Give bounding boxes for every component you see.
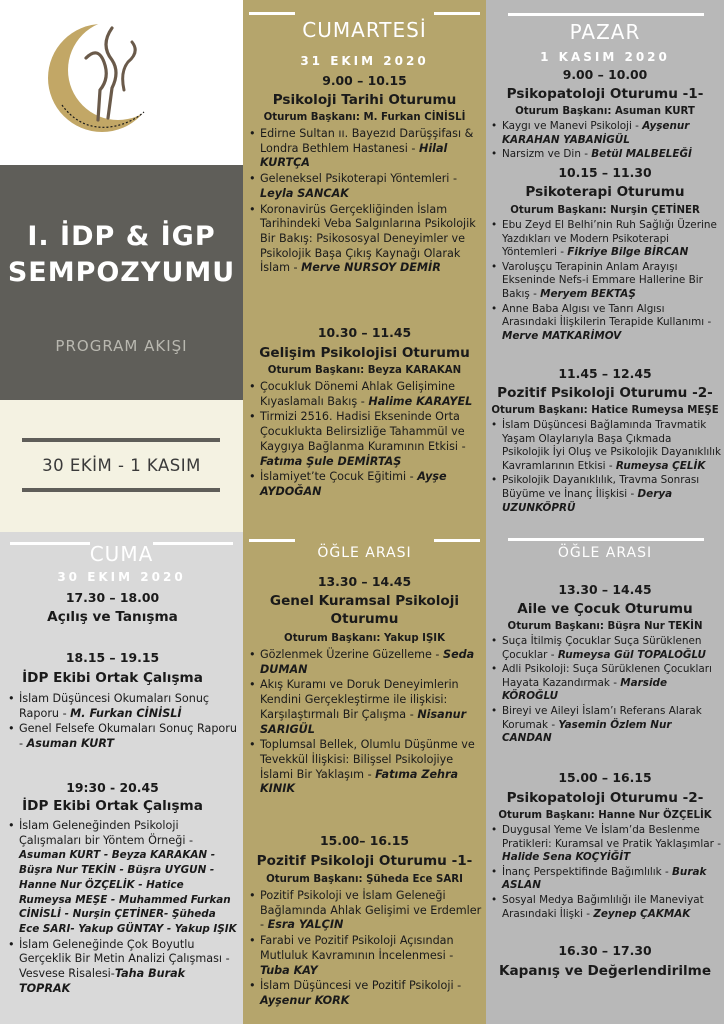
sunday-s2-time: 10.15 – 11.30	[558, 165, 652, 180]
saturday-s3-title-1: Genel Kuramsal Psikoloji	[269, 593, 460, 609]
sunday-s4-chair: Oturum Başkanı: Büşra Nur TEKİN	[507, 621, 703, 632]
saturday-header-line-left	[249, 12, 295, 15]
sunday-break-line	[508, 538, 704, 541]
friday-date: 30 EKIM 2020	[57, 570, 186, 584]
saturday-s1-title: Psikoloji Tarihi Oturumu	[272, 92, 457, 108]
crescent-logo	[0, 0, 243, 165]
saturday-header-line-right	[434, 12, 480, 15]
list-item: • Narsizm ve Din - Betül MALBELEĞİ	[490, 148, 722, 162]
saturday-panel	[243, 0, 486, 1024]
list-item: • Gözlenmek Üzerine Güzelleme - Seda DUMAN	[248, 648, 484, 677]
list-item: • Genel Felsefe Okumaları Sonuç Raporu - Asuman KURT	[7, 722, 237, 751]
saturday-break-line-right	[434, 539, 480, 542]
list-item: • Varoluşçu Terapinin Anlam Arayışı Ekseninde Nefs-i Emmare Hallerine Bir Bakış - Meryem BEKTAŞ	[490, 261, 722, 302]
list-item: • Kaygı ve Manevi Psikoloji - Ayşenur KARAHAN YABANİGÜL	[490, 120, 722, 147]
list-item: • İslam Geleneğinde Çok Boyutlu Gerçeklik Bir Metin Analizi Çalışması - Vesvese Risalesi-Taha Burak TOPRAK	[7, 938, 237, 997]
list-item: • Psikolojik Dayanıklılık, Travma Sonrası Büyüme ve İnanç İlişkisi - Derya UZUNKÖPRÜ	[490, 474, 722, 515]
saturday-s4-chair: Oturum Başkanı: Şüheda Ece SARI	[266, 874, 463, 885]
list-item: • Edirne Sultan ıı. Bayezıd Darüşşifası & Londra Bethlem Hastanesi - Hilal KURTÇA	[248, 127, 484, 171]
saturday-s3-title-2: Oturumu	[330, 611, 399, 627]
friday-s3-list	[7, 819, 237, 997]
list-item: • Çocukluk Dönemi Ahlak Gelişimine Kıyaslamalı Bakış - Halime KARAYEL	[248, 380, 484, 409]
sunday-s5-chair: Oturum Başkanı: Hanne Nur ÖZÇELİK	[498, 810, 712, 821]
sunday-s4-list	[490, 635, 722, 747]
list-item: • İslam Düşüncesi Bağlamında Travmatik Yaşam Olaylarıyla Başa Çıkmada Psikolojik İyi Oluş ve Psikolojik Dayanıklılık Kavramlarının Etkisi - Rumeysa ÇELİK	[490, 419, 722, 473]
list-item: • Ebu Zeyd El Belhi’nin Ruh Sağlığı Üzerine Yazdıkları ve Modern Psikoterapi Yöntemleri - Fikriye Bilge BİRCAN	[490, 219, 722, 260]
friday-day: CUMA	[89, 542, 154, 566]
title-panel	[0, 165, 243, 400]
sunday-header-line	[508, 13, 704, 16]
saturday-s2-chair: Oturum Başkanı: Beyza KARAKAN	[267, 365, 462, 376]
saturday-s1-list	[248, 127, 484, 277]
list-item: • Adli Psikoloji: Suça Sürüklenen Çocukları Hayata Kazandırmak - Marside KÖROĞLU	[490, 663, 722, 704]
list-item: • Duygusal Yeme Ve İslam’da Beslenme Pratikleri: Kuramsal ve Pratik Yaklaşımlar - Halide Sena KOÇYİĞİT	[490, 824, 722, 865]
symposium-title-line1: I. İDP & İGP	[27, 221, 216, 252]
sunday-s3-title: Pozitif Psikoloji Oturumu -2-	[497, 385, 713, 401]
sunday-s2-list	[490, 219, 722, 344]
list-item: • Farabi ve Pozitif Psikoloji Açısından Mutluluk Kavramının İncelenmesi - Tuba KAY	[248, 934, 484, 978]
friday-s2-title: İDP Ekibi Ortak Çalışma	[22, 670, 203, 686]
saturday-break-line-left	[249, 539, 295, 542]
sunday-s3-time: 11.45 – 12.45	[558, 366, 652, 381]
list-item: • İslam Geleneğinden Psikoloji Çalışmaları bir Yöntem Örneği - Asuman KURT - Beyza KARAKAN - Büşra Nur TEKİN - Büşra UYGUN - Hanne Nur ÖZÇELİK - Hatice Rumeysa MEŞE - Muhammed Furkan CİNİSLİ - Nurşin ÇETİNER- Şüheda Ece SARI- Yakup GÜNTAY - Yakup IŞIK	[7, 819, 237, 937]
list-item: • Toplumsal Bellek, Olumlu Düşünme ve Tevekkül İlişkisi: Bilişsel Psikolojiye İslami Bir Yaklaşım - Fatıma Zehra KINIK	[248, 738, 484, 797]
sunday-s2-chair: Oturum Başkanı: Nurşin ÇETİNER	[510, 205, 700, 216]
list-item: • Geleneksel Psikoterapi Yöntemleri - Leyla SANCAK	[248, 172, 484, 201]
friday-s3-time: 19:30 - 20.45	[66, 780, 159, 795]
sunday-s5-list	[490, 824, 722, 922]
sunday-s4-title: Aile ve Çocuk Oturumu	[517, 601, 693, 617]
saturday-s3-list	[248, 648, 484, 798]
program-subtitle: PROGRAM AKIŞI	[55, 337, 188, 355]
sunday-s4-time: 13.30 – 14.45	[558, 582, 652, 597]
sunday-s1-title: Psikopatoloji Oturumu -1-	[506, 86, 704, 102]
left-top-white	[0, 0, 243, 165]
date-range-panel	[0, 400, 243, 532]
symposium-title-line2: SEMPOZYUMU	[7, 257, 236, 288]
saturday-day: CUMARTESİ	[302, 18, 427, 42]
saturday-s2-time: 10.30 – 11.45	[317, 325, 412, 340]
saturday-s4-time: 15.00– 16.15	[320, 833, 409, 848]
list-item: • Tirmizi 2516. Hadisi Ekseninde Orta Çocuklukta Belirsizliğe Tahammül ve Kaygıya Bağlanma Kuramının Etkisi - Fatıma Şule DEMİRTAŞ	[248, 410, 484, 469]
sunday-s1-list	[490, 120, 722, 163]
saturday-s3-chair: Oturum Başkanı: Yakup IŞIK	[284, 633, 445, 644]
list-item: • Bireyi ve Aileyi İslam’ı Referans Alarak Korumak - Yasemin Özlem Nur CANDAN	[490, 705, 722, 746]
sunday-s6-title: Kapanış ve Değerlendirilme	[498, 963, 712, 979]
list-item: • Sosyal Medya Bağımlılığı ile Maneviyat Arasındaki İlişki - Zeynep ÇAKMAK	[490, 894, 722, 921]
sunday-s6-time: 16.30 – 17.30	[558, 943, 652, 958]
sunday-s3-chair: Oturum Başkanı: Hatice Rumeysa MEŞE	[491, 405, 719, 416]
friday-s2-list	[7, 692, 237, 753]
sunday-date: 1 KASIM 2020	[540, 50, 670, 64]
friday-s1-time: 17.30 – 18.00	[65, 590, 160, 605]
list-item: • Koronavirüs Gerçekliğinden İslam Tarihindeki Veba Salgınlarına Psikolojik Bir Bakış: Psikososyal Deneyimler ve Psikolojik Başa Çıkış Kaynağı Olarak İslam - Merve NURSOY DEMİR	[248, 203, 484, 277]
list-item: • İslam Düşüncesi Okumaları Sonuç Raporu - M. Furkan CİNİSLİ	[7, 692, 237, 721]
sunday-s1-chair: Oturum Başkanı: Asuman KURT	[515, 106, 695, 117]
date-range: 30 EKİM - 1 KASIM	[42, 456, 201, 475]
sunday-s5-title: Psikopatoloji Oturumu -2-	[506, 790, 704, 806]
divider-bottom	[22, 488, 220, 492]
saturday-s1-time: 9.00 – 10.15	[322, 73, 407, 88]
sunday-s5-time: 15.00 – 16.15	[558, 770, 652, 785]
saturday-s2-list	[248, 380, 484, 501]
friday-s3-title: İDP Ekibi Ortak Çalışma	[22, 798, 203, 814]
sunday-day: PAZAR	[569, 20, 641, 44]
list-item: • İslam Düşüncesi ve Pozitif Psikoloji - Ayşenur KORK	[248, 979, 484, 1008]
list-item: • İnanç Perspektifinde Bağımlılık - Burak ASLAN	[490, 866, 722, 893]
list-item: • Suça İtilmiş Çocuklar Suça Sürüklenen Çocuklar - Rumeysa Gül TOPALOĞLU	[490, 635, 722, 662]
sunday-s2-title: Psikoterapi Oturumu	[525, 184, 685, 200]
saturday-s4-list	[248, 889, 484, 1010]
saturday-lunch-break: ÖĞLE ARASI	[317, 545, 412, 561]
saturday-date: 31 EKIM 2020	[300, 54, 429, 68]
list-item: • Anne Baba Algısı ve Tanrı Algısı Arasındaki İlişkilerin Terapide Kullanımı - Merve MATKARİMOV	[490, 303, 722, 344]
saturday-s2-title: Gelişim Psikolojisi Oturumu	[259, 345, 470, 361]
divider-top	[22, 438, 220, 442]
list-item: • Akış Kuramı ve Doruk Deneyimlerin Kendini Gerçekleştirme ile ilişkisi: Karşılaştırmalı Bir Çalışma - Nisanur SARIGÜL	[248, 678, 484, 737]
friday-s1-title: Açılış ve Tanışma	[47, 609, 178, 625]
saturday-s4-title: Pozitif Psikoloji Oturumu -1-	[256, 853, 473, 869]
sunday-panel	[486, 0, 724, 1024]
friday-s2-time: 18.15 – 19.15	[65, 650, 160, 665]
saturday-s3-time: 13.30 – 14.45	[317, 574, 412, 589]
sunday-s1-time: 9.00 – 10.00	[562, 67, 648, 82]
saturday-s1-chair: Oturum Başkanı: M. Furkan CİNİSLİ	[263, 112, 466, 123]
friday-panel	[0, 532, 243, 1024]
sunday-lunch-break: ÖĞLE ARASI	[557, 545, 653, 561]
list-item: • Pozitif Psikoloji ve İslam Geleneği Bağlamında Ahlak Gelişimi ve Erdemler - Esra YALÇIN	[248, 889, 484, 933]
list-item: • İslamiyet’te Çocuk Eğitimi - Ayşe AYDOĞAN	[248, 470, 484, 499]
sunday-s3-list	[490, 419, 722, 516]
